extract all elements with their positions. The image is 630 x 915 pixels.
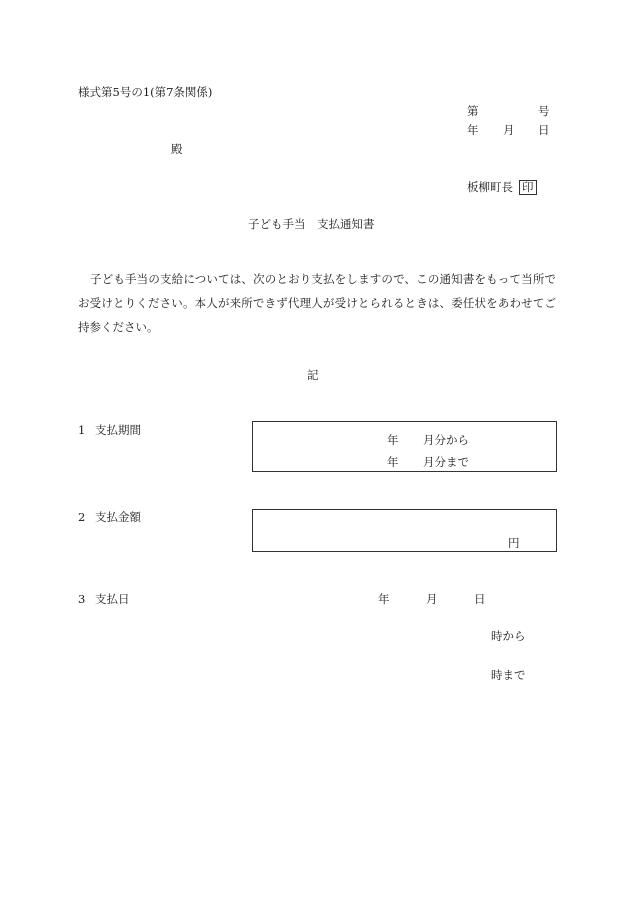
form-number: 様式第5号の1(第7条関係) — [78, 85, 213, 99]
item-2-number: 2 — [78, 510, 86, 524]
doc-number-go: 号 — [538, 104, 550, 118]
pay-date-year: 年 — [378, 592, 390, 606]
item-2-label: 支払金額 — [95, 510, 141, 524]
period-to-month: 月分まで — [423, 455, 469, 469]
issuer — [467, 180, 537, 195]
item-1-label: 支払期間 — [95, 423, 141, 437]
item-1-number: 1 — [78, 423, 86, 437]
document-title: 子ども手当 支払通知書 — [248, 217, 375, 231]
date-year: 年 — [467, 123, 479, 137]
item-3-number: 3 — [78, 592, 86, 606]
pay-date-month: 月 — [426, 592, 438, 606]
date-month: 月 — [503, 123, 515, 137]
period-from-month: 月分から — [423, 433, 469, 447]
issuer-name: 板柳町長 — [467, 180, 513, 194]
ki-heading: 記 — [307, 368, 319, 382]
item-3-label: 支払日 — [95, 592, 130, 606]
period-from-year: 年 — [387, 433, 399, 447]
doc-number-dai: 第 — [467, 104, 479, 118]
pay-time-to: 時まで — [491, 668, 526, 682]
notice-body: 子ども手当の支給については、次のとおり支払をしますので、この通知書をもって当所でお受けとりください。本人が来所できず代理人が受けとられるときは、委任状をあわせてご持参ください。 — [78, 272, 556, 334]
pay-date-day: 日 — [474, 592, 486, 606]
seal-mark: 印 — [519, 180, 537, 195]
addressee-suffix: 殿 — [171, 142, 183, 156]
date-day: 日 — [538, 123, 550, 137]
period-to-year: 年 — [387, 455, 399, 469]
amount-unit: 円 — [508, 536, 520, 550]
period-box — [252, 421, 557, 472]
pay-time-from: 時から — [491, 629, 526, 643]
